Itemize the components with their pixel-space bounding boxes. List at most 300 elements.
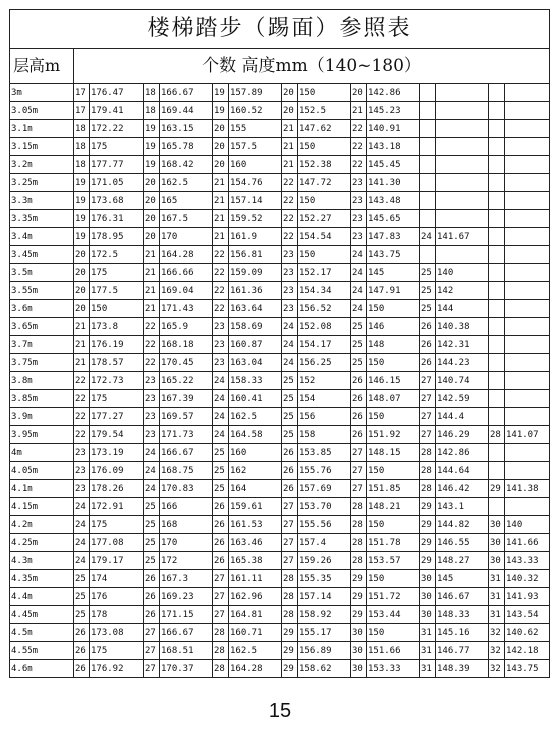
step-count-cell: 21 bbox=[144, 282, 160, 300]
step-height-cell: 145 bbox=[367, 264, 420, 282]
step-height-cell: 162 bbox=[229, 462, 282, 480]
step-count-cell: 30 bbox=[420, 606, 436, 624]
step-height-cell: 178.26 bbox=[90, 480, 144, 498]
step-height-cell: 164 bbox=[229, 480, 282, 498]
step-height-cell: 157.69 bbox=[298, 480, 351, 498]
step-height-cell: 175 bbox=[90, 516, 144, 534]
step-height-cell: 158.33 bbox=[229, 372, 282, 390]
step-height-cell: 155.76 bbox=[298, 462, 351, 480]
step-height-cell: 157.5 bbox=[229, 138, 282, 156]
step-height-cell bbox=[505, 174, 550, 192]
step-height-cell: 166.67 bbox=[160, 84, 213, 102]
step-count-cell: 22 bbox=[213, 246, 229, 264]
step-count-cell bbox=[489, 462, 505, 480]
step-height-cell: 173.19 bbox=[90, 444, 144, 462]
step-height-cell bbox=[505, 390, 550, 408]
step-height-cell: 161.53 bbox=[229, 516, 282, 534]
step-count-cell: 32 bbox=[489, 624, 505, 642]
step-height-cell: 163.15 bbox=[160, 120, 213, 138]
step-count-cell bbox=[420, 174, 436, 192]
step-count-cell: 24 bbox=[282, 318, 298, 336]
step-count-cell: 27 bbox=[144, 642, 160, 660]
step-height-cell: 158 bbox=[298, 426, 351, 444]
step-count-cell: 30 bbox=[489, 516, 505, 534]
step-height-cell: 170 bbox=[160, 534, 213, 552]
step-height-cell: 169.04 bbox=[160, 282, 213, 300]
step-count-cell: 23 bbox=[213, 336, 229, 354]
step-height-cell: 176.09 bbox=[90, 462, 144, 480]
step-height-cell bbox=[505, 138, 550, 156]
step-height-cell: 143.48 bbox=[367, 192, 420, 210]
step-count-cell: 27 bbox=[351, 480, 367, 498]
step-count-cell: 24 bbox=[420, 228, 436, 246]
step-height-cell: 177.77 bbox=[90, 156, 144, 174]
step-count-cell: 18 bbox=[144, 84, 160, 102]
table-row bbox=[10, 570, 550, 588]
step-count-cell: 30 bbox=[351, 642, 367, 660]
table-row bbox=[10, 426, 550, 444]
step-count-cell: 32 bbox=[489, 660, 505, 678]
step-height-cell: 150 bbox=[367, 516, 420, 534]
step-height-cell: 162.96 bbox=[229, 588, 282, 606]
step-count-cell: 28 bbox=[351, 552, 367, 570]
step-count-cell: 19 bbox=[74, 192, 90, 210]
step-count-cell: 19 bbox=[213, 84, 229, 102]
table-row bbox=[10, 138, 550, 156]
table-row bbox=[10, 642, 550, 660]
step-height-cell bbox=[505, 228, 550, 246]
table-row bbox=[10, 408, 550, 426]
step-count-cell: 19 bbox=[213, 102, 229, 120]
step-height-cell: 165.38 bbox=[229, 552, 282, 570]
step-height-cell: 168.18 bbox=[160, 336, 213, 354]
step-height-cell: 175 bbox=[90, 390, 144, 408]
count-height-header: 个数 高度mm（140~180） bbox=[74, 49, 550, 84]
table-row bbox=[10, 516, 550, 534]
step-height-cell: 176.47 bbox=[90, 84, 144, 102]
table-row bbox=[10, 588, 550, 606]
step-count-cell: 28 bbox=[213, 624, 229, 642]
step-count-cell: 24 bbox=[74, 516, 90, 534]
step-height-cell: 173.68 bbox=[90, 192, 144, 210]
step-height-cell: 172.91 bbox=[90, 498, 144, 516]
step-height-cell: 155.35 bbox=[298, 570, 351, 588]
step-count-cell: 22 bbox=[144, 318, 160, 336]
step-count-cell: 28 bbox=[351, 498, 367, 516]
step-count-cell: 21 bbox=[282, 156, 298, 174]
step-count-cell bbox=[420, 102, 436, 120]
step-count-cell: 19 bbox=[144, 156, 160, 174]
step-count-cell: 28 bbox=[420, 480, 436, 498]
step-count-cell: 24 bbox=[144, 480, 160, 498]
step-count-cell bbox=[489, 210, 505, 228]
step-count-cell: 27 bbox=[351, 462, 367, 480]
step-height-cell bbox=[505, 192, 550, 210]
step-count-cell: 24 bbox=[74, 552, 90, 570]
step-height-cell: 155 bbox=[229, 120, 282, 138]
step-count-cell: 31 bbox=[420, 642, 436, 660]
floor-height-cell: 4.4m bbox=[10, 588, 74, 606]
step-count-cell: 24 bbox=[282, 336, 298, 354]
step-count-cell bbox=[420, 156, 436, 174]
step-count-cell: 22 bbox=[282, 210, 298, 228]
step-height-cell: 164.28 bbox=[229, 660, 282, 678]
step-count-cell: 31 bbox=[420, 624, 436, 642]
step-count-cell bbox=[420, 84, 436, 102]
step-count-cell: 24 bbox=[213, 408, 229, 426]
step-height-cell: 165.22 bbox=[160, 372, 213, 390]
step-height-cell: 161.36 bbox=[229, 282, 282, 300]
table-row bbox=[10, 390, 550, 408]
table-row bbox=[10, 444, 550, 462]
floor-height-cell: 3.9m bbox=[10, 408, 74, 426]
step-count-cell: 20 bbox=[213, 138, 229, 156]
step-count-cell: 21 bbox=[282, 120, 298, 138]
step-count-cell: 23 bbox=[282, 300, 298, 318]
step-count-cell: 27 bbox=[420, 372, 436, 390]
floor-height-cell: 3.5m bbox=[10, 264, 74, 282]
step-count-cell: 25 bbox=[282, 408, 298, 426]
step-count-cell: 28 bbox=[420, 462, 436, 480]
step-height-cell: 142.86 bbox=[436, 444, 489, 462]
step-height-cell: 151.92 bbox=[367, 426, 420, 444]
step-height-cell: 150 bbox=[90, 300, 144, 318]
step-count-cell: 31 bbox=[489, 570, 505, 588]
step-height-cell: 150 bbox=[298, 246, 351, 264]
step-count-cell: 27 bbox=[282, 498, 298, 516]
floor-height-cell: 4.05m bbox=[10, 462, 74, 480]
step-count-cell: 25 bbox=[213, 462, 229, 480]
step-height-cell bbox=[436, 102, 489, 120]
step-count-cell: 17 bbox=[74, 84, 90, 102]
step-count-cell: 22 bbox=[74, 372, 90, 390]
step-count-cell: 23 bbox=[144, 372, 160, 390]
step-count-cell: 25 bbox=[74, 570, 90, 588]
step-height-cell: 152.38 bbox=[298, 156, 351, 174]
step-height-cell: 158.69 bbox=[229, 318, 282, 336]
floor-height-cell: 3.95m bbox=[10, 426, 74, 444]
step-count-cell: 27 bbox=[144, 660, 160, 678]
step-count-cell bbox=[489, 408, 505, 426]
floor-height-cell: 3.8m bbox=[10, 372, 74, 390]
step-height-cell: 154.76 bbox=[229, 174, 282, 192]
step-count-cell bbox=[489, 102, 505, 120]
step-count-cell: 22 bbox=[74, 390, 90, 408]
step-height-cell: 140 bbox=[436, 264, 489, 282]
table-row bbox=[10, 174, 550, 192]
step-height-cell: 177.27 bbox=[90, 408, 144, 426]
step-count-cell: 22 bbox=[351, 138, 367, 156]
step-height-cell bbox=[505, 264, 550, 282]
step-count-cell bbox=[489, 120, 505, 138]
step-height-cell: 148.27 bbox=[436, 552, 489, 570]
step-height-cell bbox=[505, 336, 550, 354]
step-count-cell: 27 bbox=[213, 606, 229, 624]
step-count-cell bbox=[489, 318, 505, 336]
step-count-cell: 29 bbox=[282, 624, 298, 642]
step-count-cell bbox=[420, 246, 436, 264]
table-row bbox=[10, 552, 550, 570]
step-count-cell: 31 bbox=[489, 606, 505, 624]
step-height-cell bbox=[505, 282, 550, 300]
step-height-cell: 171.43 bbox=[160, 300, 213, 318]
step-count-cell: 25 bbox=[144, 516, 160, 534]
step-height-cell bbox=[505, 444, 550, 462]
table-row bbox=[10, 264, 550, 282]
table-row bbox=[10, 462, 550, 480]
step-count-cell bbox=[420, 210, 436, 228]
step-count-cell: 19 bbox=[144, 120, 160, 138]
step-height-cell bbox=[436, 174, 489, 192]
step-count-cell: 25 bbox=[144, 534, 160, 552]
step-count-cell: 21 bbox=[74, 318, 90, 336]
page-number: 15 bbox=[268, 700, 292, 722]
step-count-cell: 29 bbox=[351, 570, 367, 588]
step-count-cell: 25 bbox=[74, 588, 90, 606]
step-count-cell: 26 bbox=[74, 624, 90, 642]
step-height-cell: 170.83 bbox=[160, 480, 213, 498]
step-count-cell: 28 bbox=[420, 444, 436, 462]
floor-height-cell: 3.25m bbox=[10, 174, 74, 192]
step-count-cell: 29 bbox=[420, 552, 436, 570]
step-count-cell: 21 bbox=[144, 246, 160, 264]
step-count-cell: 23 bbox=[213, 354, 229, 372]
step-height-cell: 143.1 bbox=[436, 498, 489, 516]
step-height-cell: 141.66 bbox=[505, 534, 550, 552]
step-count-cell: 20 bbox=[144, 174, 160, 192]
step-count-cell: 24 bbox=[74, 534, 90, 552]
step-count-cell: 24 bbox=[351, 264, 367, 282]
step-count-cell: 29 bbox=[489, 480, 505, 498]
step-height-cell: 172.5 bbox=[90, 246, 144, 264]
floor-height-cell: 3.3m bbox=[10, 192, 74, 210]
step-height-cell: 141.38 bbox=[505, 480, 550, 498]
step-height-cell: 159.52 bbox=[229, 210, 282, 228]
step-count-cell: 23 bbox=[74, 480, 90, 498]
step-height-cell: 148.33 bbox=[436, 606, 489, 624]
step-count-cell: 20 bbox=[144, 228, 160, 246]
step-count-cell: 25 bbox=[282, 372, 298, 390]
table-row bbox=[10, 624, 550, 642]
step-count-cell: 25 bbox=[420, 300, 436, 318]
step-count-cell: 28 bbox=[282, 606, 298, 624]
step-height-cell: 169.23 bbox=[160, 588, 213, 606]
step-height-cell: 161.9 bbox=[229, 228, 282, 246]
step-count-cell: 22 bbox=[282, 174, 298, 192]
step-height-cell: 152.5 bbox=[298, 102, 351, 120]
table-row bbox=[10, 606, 550, 624]
step-count-cell: 23 bbox=[282, 264, 298, 282]
step-count-cell: 25 bbox=[351, 336, 367, 354]
step-height-cell: 153.44 bbox=[367, 606, 420, 624]
step-count-cell: 21 bbox=[282, 138, 298, 156]
step-height-cell: 148.07 bbox=[367, 390, 420, 408]
step-height-cell: 173.8 bbox=[90, 318, 144, 336]
step-count-cell: 21 bbox=[213, 228, 229, 246]
step-count-cell: 20 bbox=[213, 120, 229, 138]
step-height-cell: 147.72 bbox=[298, 174, 351, 192]
step-height-cell: 140.74 bbox=[436, 372, 489, 390]
step-count-cell: 22 bbox=[144, 354, 160, 372]
step-height-cell bbox=[505, 156, 550, 174]
step-count-cell: 29 bbox=[351, 606, 367, 624]
step-count-cell: 25 bbox=[144, 498, 160, 516]
step-height-cell: 162.5 bbox=[160, 174, 213, 192]
step-height-cell: 160.87 bbox=[229, 336, 282, 354]
step-count-cell bbox=[489, 390, 505, 408]
step-height-cell: 140.38 bbox=[436, 318, 489, 336]
step-height-cell: 140.91 bbox=[367, 120, 420, 138]
step-height-cell: 153.33 bbox=[367, 660, 420, 678]
step-count-cell: 26 bbox=[74, 660, 90, 678]
step-count-cell: 25 bbox=[213, 444, 229, 462]
step-count-cell bbox=[489, 156, 505, 174]
step-count-cell: 25 bbox=[282, 426, 298, 444]
step-count-cell bbox=[420, 138, 436, 156]
step-count-cell: 25 bbox=[420, 264, 436, 282]
step-count-cell: 31 bbox=[420, 660, 436, 678]
step-height-cell: 151.78 bbox=[367, 534, 420, 552]
step-height-cell: 154.17 bbox=[298, 336, 351, 354]
step-height-cell: 159.26 bbox=[298, 552, 351, 570]
step-count-cell: 19 bbox=[74, 228, 90, 246]
step-height-cell: 171.15 bbox=[160, 606, 213, 624]
table-row bbox=[10, 192, 550, 210]
step-count-cell: 27 bbox=[420, 408, 436, 426]
floor-height-cell: 3.4m bbox=[10, 228, 74, 246]
step-height-cell: 177.5 bbox=[90, 282, 144, 300]
step-height-cell: 166 bbox=[160, 498, 213, 516]
floor-height-cell: 4.5m bbox=[10, 624, 74, 642]
step-height-cell: 144.4 bbox=[436, 408, 489, 426]
step-count-cell bbox=[489, 498, 505, 516]
step-height-cell bbox=[505, 318, 550, 336]
step-height-cell bbox=[505, 84, 550, 102]
step-count-cell: 27 bbox=[282, 516, 298, 534]
floor-height-cell: 4.35m bbox=[10, 570, 74, 588]
step-count-cell: 19 bbox=[144, 138, 160, 156]
step-count-cell: 27 bbox=[420, 426, 436, 444]
step-height-cell: 150 bbox=[298, 84, 351, 102]
step-count-cell: 28 bbox=[351, 516, 367, 534]
step-count-cell: 21 bbox=[144, 264, 160, 282]
floor-height-cell: 3.05m bbox=[10, 102, 74, 120]
step-height-cell: 141.93 bbox=[505, 588, 550, 606]
step-height-cell: 166.67 bbox=[160, 624, 213, 642]
table-row bbox=[10, 534, 550, 552]
step-height-cell: 162.5 bbox=[229, 642, 282, 660]
floor-height-cell: 4.2m bbox=[10, 516, 74, 534]
step-count-cell: 20 bbox=[351, 84, 367, 102]
step-height-cell: 178.57 bbox=[90, 354, 144, 372]
step-height-cell: 175 bbox=[90, 642, 144, 660]
step-height-cell: 156 bbox=[298, 408, 351, 426]
step-height-cell: 160.71 bbox=[229, 624, 282, 642]
step-height-cell: 146 bbox=[367, 318, 420, 336]
step-height-cell: 145 bbox=[436, 570, 489, 588]
step-count-cell: 26 bbox=[420, 336, 436, 354]
floor-height-cell: 3.15m bbox=[10, 138, 74, 156]
step-height-cell: 142.31 bbox=[436, 336, 489, 354]
step-height-cell: 156.89 bbox=[298, 642, 351, 660]
step-count-cell: 24 bbox=[351, 246, 367, 264]
step-height-cell: 152 bbox=[298, 372, 351, 390]
step-height-cell: 157.14 bbox=[229, 192, 282, 210]
step-height-cell bbox=[505, 462, 550, 480]
step-height-cell: 143.33 bbox=[505, 552, 550, 570]
table-row bbox=[10, 246, 550, 264]
step-count-cell: 23 bbox=[74, 462, 90, 480]
step-count-cell: 24 bbox=[351, 300, 367, 318]
step-height-cell: 147.83 bbox=[367, 228, 420, 246]
step-height-cell: 175 bbox=[90, 138, 144, 156]
step-count-cell: 24 bbox=[144, 462, 160, 480]
step-height-cell: 141.07 bbox=[505, 426, 550, 444]
floor-height-cell: 3.7m bbox=[10, 336, 74, 354]
table-row bbox=[10, 660, 550, 678]
step-height-cell: 176.92 bbox=[90, 660, 144, 678]
step-height-cell: 147.91 bbox=[367, 282, 420, 300]
step-height-cell: 169.44 bbox=[160, 102, 213, 120]
step-height-cell: 146.29 bbox=[436, 426, 489, 444]
step-height-cell: 156.52 bbox=[298, 300, 351, 318]
step-count-cell: 30 bbox=[420, 588, 436, 606]
step-count-cell: 23 bbox=[351, 192, 367, 210]
step-count-cell: 24 bbox=[351, 282, 367, 300]
step-count-cell bbox=[489, 228, 505, 246]
step-count-cell: 26 bbox=[282, 480, 298, 498]
step-count-cell: 22 bbox=[282, 192, 298, 210]
step-height-cell: 163.46 bbox=[229, 534, 282, 552]
step-height-cell: 150 bbox=[367, 462, 420, 480]
step-count-cell: 26 bbox=[282, 462, 298, 480]
table-row bbox=[10, 480, 550, 498]
step-height-cell: 150 bbox=[367, 624, 420, 642]
step-height-cell: 150 bbox=[298, 138, 351, 156]
step-height-cell: 141.30 bbox=[367, 174, 420, 192]
step-count-cell bbox=[489, 354, 505, 372]
step-count-cell: 26 bbox=[144, 588, 160, 606]
table-row bbox=[10, 372, 550, 390]
step-height-cell: 140.62 bbox=[505, 624, 550, 642]
step-height-cell: 178 bbox=[90, 606, 144, 624]
step-count-cell: 24 bbox=[74, 498, 90, 516]
step-height-cell bbox=[505, 102, 550, 120]
step-count-cell: 26 bbox=[351, 372, 367, 390]
step-count-cell: 23 bbox=[351, 210, 367, 228]
step-height-cell: 160 bbox=[229, 444, 282, 462]
step-height-cell: 168.51 bbox=[160, 642, 213, 660]
step-count-cell: 30 bbox=[489, 534, 505, 552]
step-height-cell: 168.75 bbox=[160, 462, 213, 480]
step-height-cell: 145.65 bbox=[367, 210, 420, 228]
step-height-cell: 166.66 bbox=[160, 264, 213, 282]
step-height-cell: 140.32 bbox=[505, 570, 550, 588]
step-count-cell bbox=[489, 372, 505, 390]
step-height-cell: 144.82 bbox=[436, 516, 489, 534]
step-height-cell bbox=[436, 192, 489, 210]
step-height-cell: 167.3 bbox=[160, 570, 213, 588]
floor-height-cell: 3.2m bbox=[10, 156, 74, 174]
step-height-cell bbox=[436, 156, 489, 174]
step-height-cell: 154.34 bbox=[298, 282, 351, 300]
step-height-cell: 167.5 bbox=[160, 210, 213, 228]
step-count-cell: 28 bbox=[282, 588, 298, 606]
step-count-cell: 26 bbox=[420, 354, 436, 372]
step-height-cell: 148.39 bbox=[436, 660, 489, 678]
step-height-cell: 164.81 bbox=[229, 606, 282, 624]
step-count-cell: 25 bbox=[74, 606, 90, 624]
